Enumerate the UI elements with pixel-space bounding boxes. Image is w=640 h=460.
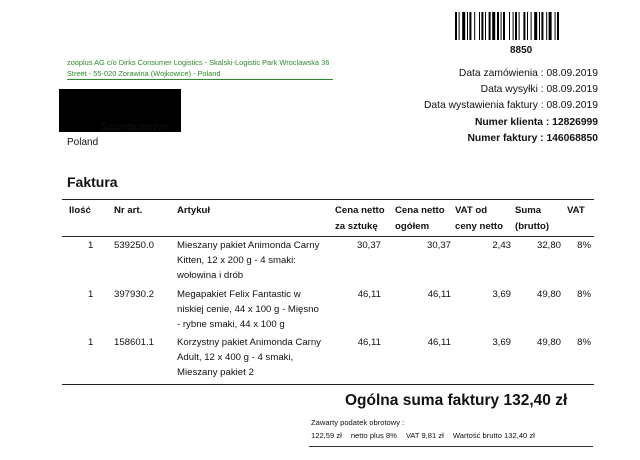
item-line: Kitten, 12 x 200 g - 4 smaki:: [177, 255, 296, 266]
sender-address-line1: zooplus AG c/o Dirks Consumer Logistics - Skalski-Logistic Park Wroclawska 36: [67, 58, 330, 67]
tax-rule: [309, 446, 593, 447]
cell-art: 158601.1: [114, 337, 155, 348]
cell-qty: 1: [88, 240, 94, 251]
invoice-total: Ogólna suma faktury 132,40 zł: [345, 392, 568, 409]
item-line: niskiej cenie, 44 x 100 g - Mięsno: [177, 304, 319, 315]
cell-gross: 49,80: [536, 289, 561, 300]
recipient-country: Poland: [67, 137, 99, 148]
cell-vat: 8%: [577, 240, 591, 251]
cell-net-total: 30,37: [426, 240, 451, 251]
header-line: ceny netto: [455, 221, 503, 232]
col-header-art: Nr art.: [114, 205, 143, 216]
document-title: Faktura: [67, 174, 118, 190]
header-line: Suma: [515, 205, 542, 216]
tax-net: netto plus 8%: [350, 431, 397, 440]
cell-item: [177, 238, 319, 283]
item-line: - rybne smaki, 44 x 100 g: [177, 319, 285, 330]
header-line: VAT od: [455, 205, 488, 216]
cell-net-unit: 30,37: [356, 240, 381, 251]
header-line: Cena netto: [395, 205, 445, 216]
cell-qty: 1: [88, 337, 94, 348]
cell-vat-amount: 3,69: [492, 289, 511, 300]
cell-gross: 49,80: [536, 337, 561, 348]
cell-item: [177, 287, 319, 332]
tax-vat: VAT 9,81 zł: [405, 431, 444, 440]
header-line: za sztukę: [335, 221, 378, 232]
item-line: Adult, 12 x 400 g - 4 smaki,: [177, 352, 294, 363]
header-line: ogółem: [395, 221, 430, 232]
col-header-net-unit: [335, 203, 385, 235]
cell-item: [177, 335, 321, 380]
sender-address-line2: Street - 55-020 Zorawina (Wojkowice) - Poland: [67, 69, 221, 78]
cell-net-unit: 46,11: [357, 337, 381, 348]
col-header-qty: Ilość: [69, 205, 91, 216]
cell-net-total: 46,11: [427, 289, 451, 300]
table-bottom-rule: [62, 384, 594, 385]
header-line: Artykuł: [177, 205, 211, 216]
item-line: Megapakiet Felix Fantastic w: [177, 289, 301, 300]
table-top-rule: [62, 199, 594, 200]
order-number: 8850: [510, 45, 533, 56]
cell-vat-amount: 3,69: [492, 337, 511, 348]
cell-vat-amount: 2,43: [492, 240, 511, 251]
cell-art: 397930.2: [114, 289, 155, 300]
tax-gross: Wartość brutto 132,40 zł: [452, 431, 535, 440]
cell-net-total: 46,11: [427, 337, 451, 348]
item-line: Mieszany pakiet Animonda Carny: [177, 240, 320, 251]
cell-vat: 8%: [577, 337, 591, 348]
tax-amount: 122,59 zł: [311, 431, 342, 440]
tax-summary: [311, 431, 544, 440]
table-header-rule: [62, 236, 594, 237]
barcode: [455, 12, 591, 40]
customer-number: Numer klienta : 12826999: [474, 117, 598, 128]
sender-underline: [67, 79, 333, 80]
issue-date: Data wystawienia faktury : 08.09.2019: [423, 100, 598, 111]
item-line: wołowina i drób: [177, 270, 244, 281]
ship-date: Data wysyłki : 08.09.2019: [480, 84, 598, 95]
item-line: Korzystny pakiet Animonda Carny: [177, 337, 321, 348]
col-header-item: [177, 203, 210, 219]
header-line: VAT: [567, 205, 585, 216]
tax-label: Zawarty podatek obrotowy :: [311, 418, 405, 427]
header-line: (brutto): [515, 221, 550, 232]
col-header-vat-amount: [455, 203, 503, 235]
col-header-gross: [515, 203, 549, 235]
cell-qty: 1: [88, 289, 94, 300]
header-line: Cena netto: [335, 205, 385, 216]
col-header-net-total: [395, 203, 445, 235]
cell-gross: 32,80: [536, 240, 561, 251]
col-header-vat: [567, 203, 585, 219]
cell-art: 539250.0: [114, 240, 155, 251]
invoice-number: Numer faktury : 146068850: [467, 133, 598, 144]
cell-vat: 8%: [577, 289, 591, 300]
item-line: Mieszany pakiet 2: [177, 367, 254, 378]
cell-net-unit: 46,11: [357, 289, 381, 300]
order-date: Data zamówienia : 08.09.2019: [458, 68, 598, 79]
recipient-city: Szczebrzeszyn: [101, 122, 169, 133]
